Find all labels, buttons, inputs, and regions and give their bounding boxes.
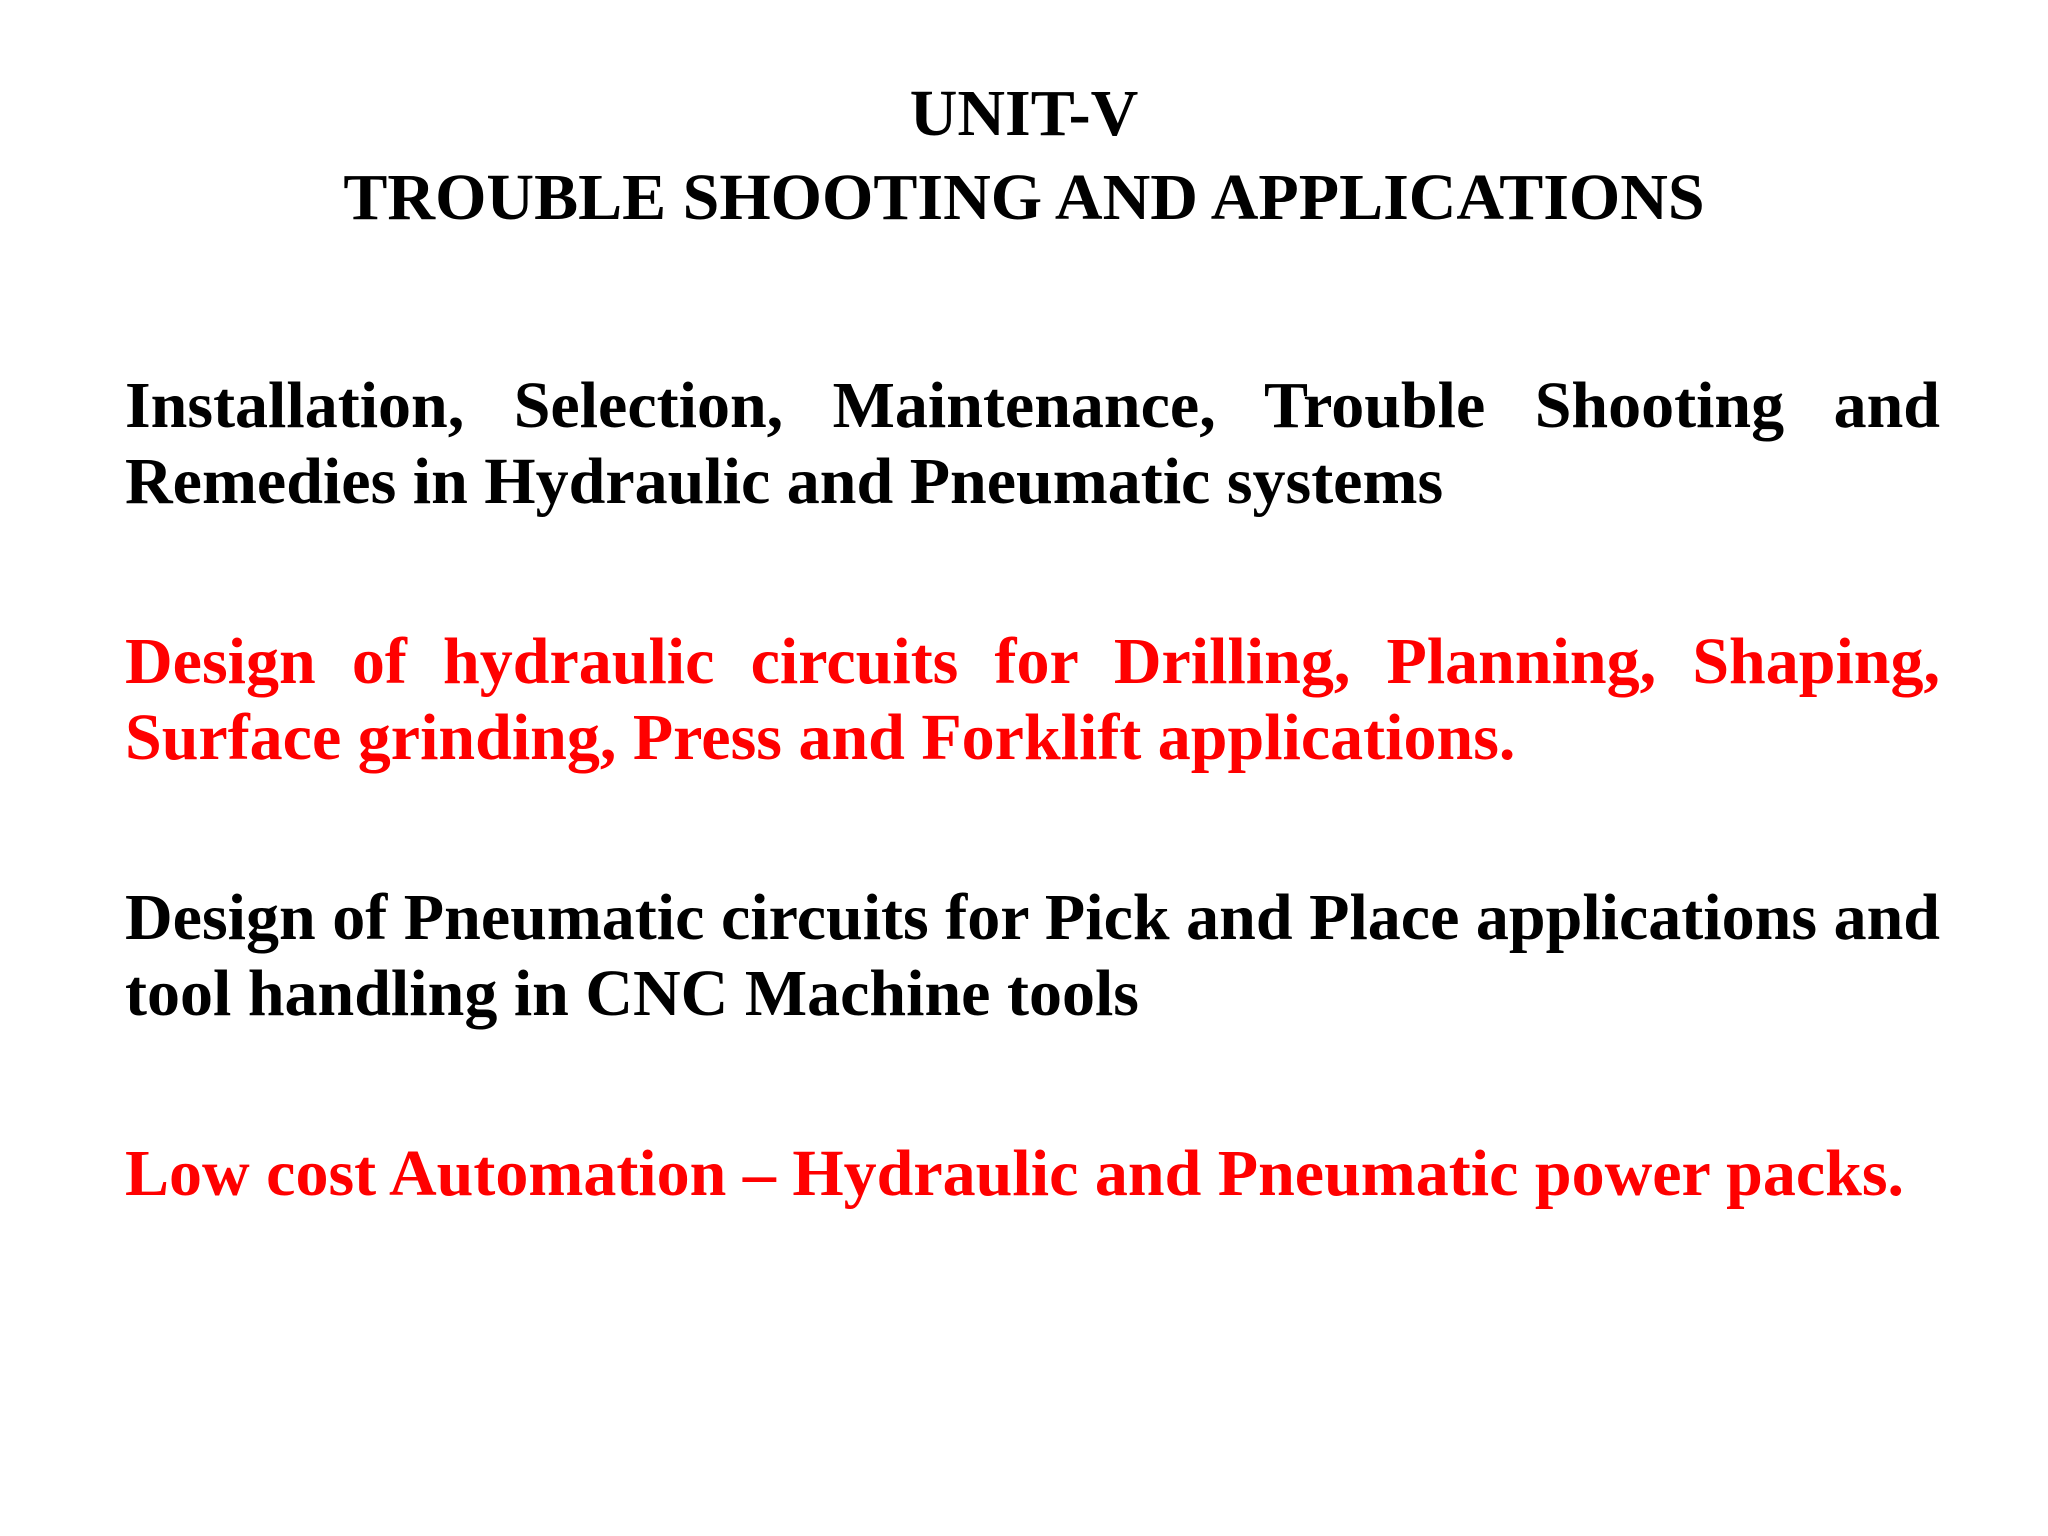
unit-subheading: TROUBLE SHOOTING AND APPLICATIONS <box>343 161 1705 234</box>
slide-title <box>0 72 2048 240</box>
topic-low-cost-automation: Low cost Automation – Hydraulic and Pneumatic power packs. <box>125 1137 1905 1210</box>
unit-heading: UNIT-V <box>909 77 1139 150</box>
topic-hydraulic-circuit-design: Design of hydraulic circuits for Drilling, Planning, Shaping, Surface grinding, Press and Forklift applications. <box>125 625 1940 774</box>
topic-installation-maintenance: Installation, Selection, Maintenance, Trouble Shooting and Remedies in Hydraulic and Pneumatic systems <box>125 369 1940 518</box>
topic-pneumatic-circuit-design: Design of Pneumatic circuits for Pick and Place applications and tool handling in CNC Machine tools <box>125 881 1940 1030</box>
